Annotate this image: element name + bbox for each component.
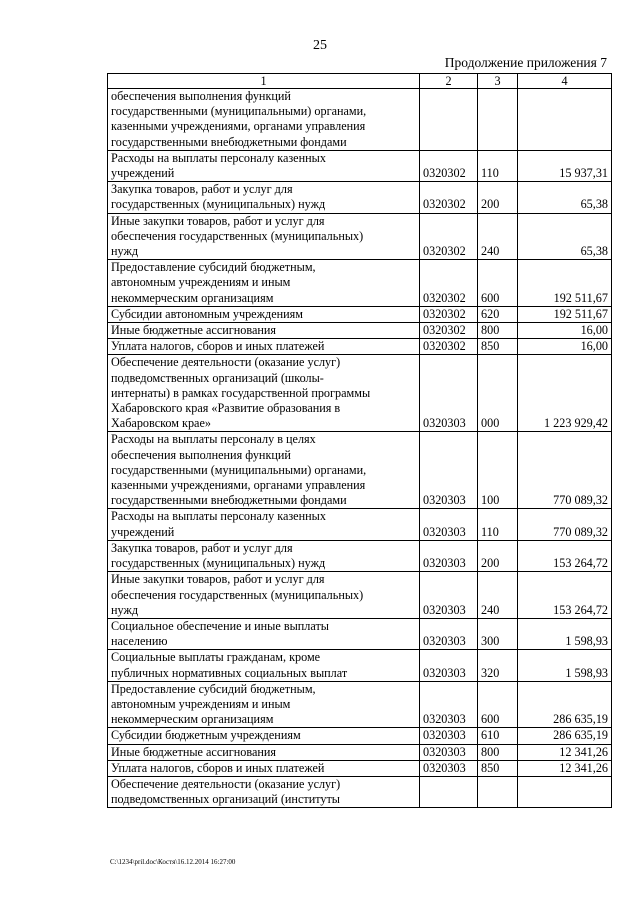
row-expense-type-cell: 850: [478, 760, 518, 776]
row-amount-cell: 770 089,32: [518, 509, 612, 540]
row-name-cell: [108, 260, 420, 307]
row-code-cell: 0320302: [420, 323, 478, 339]
row-name-line: обеспечения государственных (муниципальных): [111, 228, 364, 243]
row-amount-cell: 16,00: [518, 323, 612, 339]
row-name-line: некоммерческим организациям: [111, 712, 274, 727]
row-code-cell: 0320303: [420, 540, 478, 571]
row-expense-type-cell: 300: [478, 618, 518, 649]
table-row: [108, 89, 612, 151]
row-name-line: Обеспечение деятельности (оказание услуг): [111, 776, 341, 791]
row-expense-type-cell: [478, 89, 518, 151]
row-code-cell: 0320303: [420, 355, 478, 432]
row-expense-type-cell: 610: [478, 728, 518, 744]
row-code-cell: 0320302: [420, 182, 478, 213]
row-name-cell: [108, 650, 420, 681]
row-name-line: Хабаровского края «Развитие образования в: [111, 401, 341, 416]
table-row: [108, 618, 612, 649]
row-name-cell: [108, 509, 420, 540]
table-row: [108, 540, 612, 571]
row-name-line: нужд: [111, 602, 139, 617]
row-code-cell: 0320302: [420, 213, 478, 260]
table-row: [108, 432, 612, 509]
row-expense-type-cell: 100: [478, 432, 518, 509]
row-name-line: Предоставление субсидий бюджетным,: [111, 260, 316, 275]
row-code-cell: 0320303: [420, 728, 478, 744]
row-name-cell: [108, 306, 420, 322]
row-code-cell: 0320303: [420, 509, 478, 540]
row-name-line: Хабаровском крае»: [111, 416, 211, 431]
page-number: 25: [313, 38, 327, 53]
row-amount-cell: 770 089,32: [518, 432, 612, 509]
row-name-line: обеспечения государственных (муниципальных): [111, 587, 364, 602]
row-expense-type-cell: 850: [478, 339, 518, 355]
row-name-cell: [108, 776, 420, 807]
table-row: [108, 760, 612, 776]
row-amount-cell: 65,38: [518, 182, 612, 213]
row-amount-cell: 1 223 929,42: [518, 355, 612, 432]
row-name-line: Расходы на выплаты персоналу казенных: [111, 509, 326, 524]
row-expense-type-cell: 620: [478, 306, 518, 322]
row-name-line: казенными учреждениями, органами управления: [111, 119, 366, 134]
table-row: [108, 339, 612, 355]
row-amount-cell: 15 937,31: [518, 150, 612, 181]
row-name-cell: [108, 182, 420, 213]
row-name-line: Иные бюджетные ассигнования: [111, 323, 277, 338]
file-path-footer: C:\1234\pril.doc\Костя\16.12.2014 16:27:00: [110, 858, 236, 866]
table-row: [108, 509, 612, 540]
row-name-line: некоммерческим организациям: [111, 290, 274, 305]
row-name-line: Иные закупки товаров, работ и услуг для: [111, 213, 325, 228]
row-code-cell: 0320303: [420, 572, 478, 619]
row-name-cell: [108, 432, 420, 509]
row-expense-type-cell: 000: [478, 355, 518, 432]
row-amount-cell: 153 264,72: [518, 572, 612, 619]
row-name-line: автономным учреждениям и иным: [111, 696, 291, 711]
row-name-line: государственными (муниципальными) органами,: [111, 104, 367, 119]
row-expense-type-cell: 800: [478, 744, 518, 760]
table-row: [108, 728, 612, 744]
row-name-line: Уплата налогов, сборов и иных платежей: [111, 760, 325, 775]
row-expense-type-cell: 200: [478, 540, 518, 571]
row-expense-type-cell: [478, 776, 518, 807]
row-name-line: государственными внебюджетными фондами: [111, 493, 347, 508]
table-row: [108, 260, 612, 307]
row-expense-type-cell: 240: [478, 213, 518, 260]
table-row: [108, 776, 612, 807]
budget-table: [107, 73, 612, 808]
row-code-cell: [420, 776, 478, 807]
row-name-line: обеспечения выполнения функций: [111, 89, 291, 103]
row-name-line: Социальное обеспечение и иные выплаты: [111, 618, 329, 633]
row-amount-cell: 286 635,19: [518, 728, 612, 744]
table-row: [108, 150, 612, 181]
row-name-line: государственными (муниципальными) органами,: [111, 462, 367, 477]
row-name-cell: [108, 744, 420, 760]
row-name-line: Закупка товаров, работ и услуг для: [111, 182, 293, 197]
row-name-line: нужд: [111, 244, 139, 259]
row-name-line: Иные бюджетные ассигнования: [111, 744, 277, 759]
row-amount-cell: 286 635,19: [518, 681, 612, 728]
row-name-line: государственных (муниципальных) нужд: [111, 556, 326, 571]
header-cell-code: 2: [420, 74, 478, 89]
row-name-line: Предоставление субсидий бюджетным,: [111, 681, 316, 696]
continuation-label: Продолжение приложения 7: [444, 55, 607, 70]
row-expense-type-cell: 320: [478, 650, 518, 681]
row-name-cell: [108, 355, 420, 432]
row-amount-cell: 65,38: [518, 213, 612, 260]
table-row: [108, 572, 612, 619]
row-code-cell: 0320303: [420, 681, 478, 728]
row-name-line: Иные закупки товаров, работ и услуг для: [111, 572, 325, 587]
table-row: [108, 681, 612, 728]
row-name-cell: [108, 213, 420, 260]
table-row: [108, 355, 612, 432]
row-name-cell: [108, 540, 420, 571]
row-name-line: Закупка товаров, работ и услуг для: [111, 540, 293, 555]
row-name-line: обеспечения выполнения функций: [111, 447, 291, 462]
row-expense-type-cell: 110: [478, 150, 518, 181]
row-name-cell: [108, 681, 420, 728]
row-amount-cell: 12 341,26: [518, 744, 612, 760]
table-row: [108, 182, 612, 213]
row-amount-cell: [518, 776, 612, 807]
row-expense-type-cell: 240: [478, 572, 518, 619]
row-name-line: Социальные выплаты гражданам, кроме: [111, 650, 321, 665]
row-name-line: интернаты) в рамках государственной программы: [111, 385, 371, 400]
row-name-line: публичных нормативных социальных выплат: [111, 665, 348, 680]
table-row: [108, 306, 612, 322]
row-code-cell: 0320303: [420, 760, 478, 776]
row-amount-cell: 192 511,67: [518, 260, 612, 307]
row-expense-type-cell: 800: [478, 323, 518, 339]
row-code-cell: 0320303: [420, 432, 478, 509]
row-name-line: Расходы на выплаты персоналу в целях: [111, 432, 316, 447]
row-amount-cell: [518, 89, 612, 151]
row-name-line: населению: [111, 634, 168, 649]
row-name-cell: [108, 339, 420, 355]
row-code-cell: 0320302: [420, 150, 478, 181]
row-code-cell: 0320303: [420, 744, 478, 760]
row-expense-type-cell: 200: [478, 182, 518, 213]
row-name-line: казенными учреждениями, органами управления: [111, 478, 366, 493]
row-expense-type-cell: 600: [478, 681, 518, 728]
row-code-cell: 0320302: [420, 260, 478, 307]
row-name-line: Обеспечение деятельности (оказание услуг): [111, 355, 341, 370]
row-name-line: автономным учреждениям и иным: [111, 275, 291, 290]
table-row: [108, 650, 612, 681]
row-amount-cell: 12 341,26: [518, 760, 612, 776]
row-name-line: Уплата налогов, сборов и иных платежей: [111, 339, 325, 354]
row-name-cell: [108, 760, 420, 776]
row-name-line: Расходы на выплаты персоналу казенных: [111, 150, 326, 165]
table-header-row: [108, 74, 612, 89]
header-cell-vr: 3: [478, 74, 518, 89]
row-code-cell: [420, 89, 478, 151]
row-code-cell: 0320302: [420, 306, 478, 322]
row-name-cell: [108, 618, 420, 649]
row-name-cell: [108, 728, 420, 744]
row-code-cell: 0320303: [420, 618, 478, 649]
row-name-line: Субсидии автономным учреждениям: [111, 306, 303, 321]
table-row: [108, 323, 612, 339]
row-amount-cell: 1 598,93: [518, 618, 612, 649]
row-name-line: подведомственных организаций (школы-: [111, 370, 324, 385]
header-cell-amount: 4: [518, 74, 612, 89]
row-name-cell: [108, 89, 420, 151]
row-amount-cell: 153 264,72: [518, 540, 612, 571]
row-code-cell: 0320303: [420, 650, 478, 681]
budget-table-body: [108, 74, 612, 808]
row-name-cell: [108, 572, 420, 619]
row-name-line: учреждений: [111, 524, 175, 539]
row-code-cell: 0320302: [420, 339, 478, 355]
header-cell-name: 1: [108, 74, 420, 89]
row-amount-cell: 192 511,67: [518, 306, 612, 322]
table-row: [108, 744, 612, 760]
row-name-line: государственными внебюджетными фондами: [111, 134, 347, 149]
row-name-line: подведомственных организаций (институты: [111, 792, 340, 807]
row-amount-cell: 1 598,93: [518, 650, 612, 681]
row-name-cell: [108, 323, 420, 339]
row-amount-cell: 16,00: [518, 339, 612, 355]
row-name-line: государственных (муниципальных) нужд: [111, 197, 326, 212]
row-name-line: Субсидии бюджетным учреждениям: [111, 728, 301, 743]
table-row: [108, 213, 612, 260]
row-expense-type-cell: 110: [478, 509, 518, 540]
row-name-cell: [108, 150, 420, 181]
row-expense-type-cell: 600: [478, 260, 518, 307]
row-name-line: учреждений: [111, 166, 175, 181]
